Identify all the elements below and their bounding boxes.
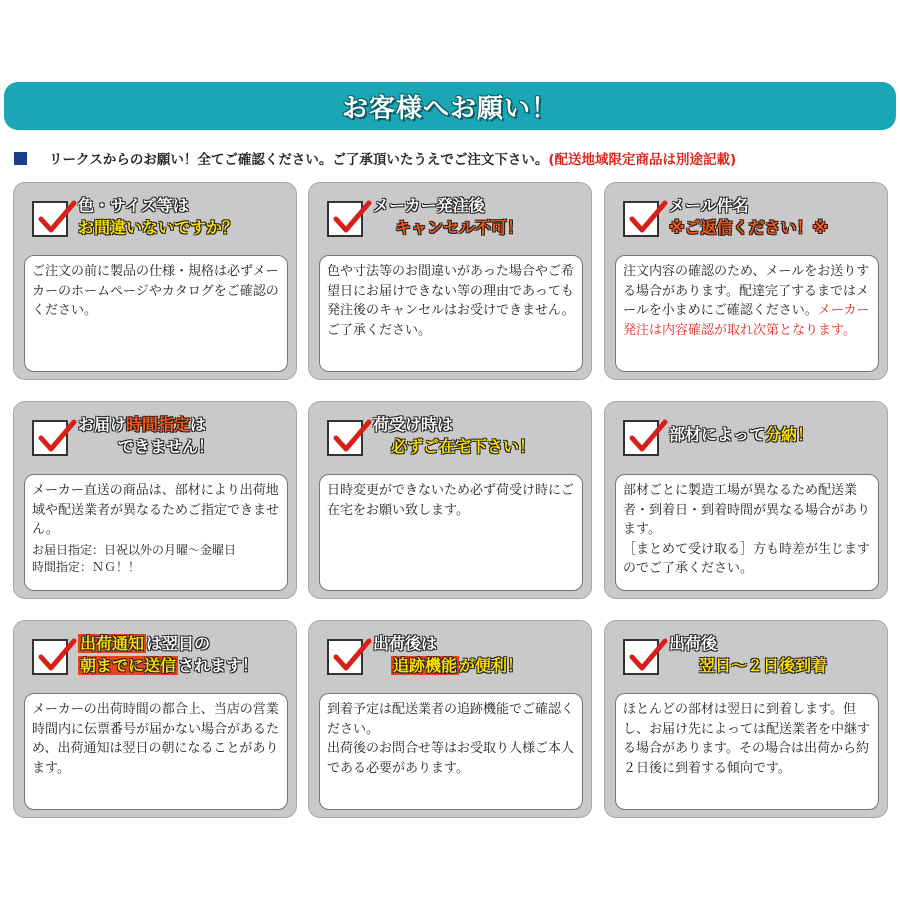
- notice-card-arrival: [604, 620, 888, 818]
- card-heading: [373, 414, 588, 458]
- card-body: [24, 474, 288, 591]
- card-body-text: ご注文の前に製品の仕様・規格は必ずメーカーのホームページやカタログをご確認のください。: [32, 264, 279, 318]
- header-banner: [4, 82, 896, 130]
- card-heading-part1: 部材によって: [669, 425, 766, 444]
- card-body: [615, 693, 879, 810]
- checkmark-icon: [32, 420, 68, 456]
- card-heading-part1: お届け: [78, 415, 127, 434]
- card-heading: [78, 195, 293, 239]
- card-body-text: [623, 262, 871, 340]
- card-body: [615, 255, 879, 372]
- card-heading-part1: 追跡機能: [393, 656, 458, 675]
- card-heading-part2: 時間指定: [126, 415, 191, 434]
- intro-highlight: (配送地域限定商品は別途記載): [548, 152, 737, 168]
- card-body: [319, 474, 583, 591]
- notice-card-shipping-notice: [13, 620, 297, 818]
- notice-card-be-home: [308, 401, 592, 599]
- card-note-time: 時間指定：ＮＧ！！: [32, 559, 141, 574]
- banner-title: お客様へお願い！: [341, 93, 558, 124]
- card-body-text: メーカー直送の商品は、部材により出荷地域や配送業者が異なるためご指定できません。: [32, 483, 280, 537]
- checkmark-icon: [32, 201, 68, 237]
- card-body: [615, 474, 879, 591]
- intro-line: [14, 147, 894, 169]
- card-heading-line1: 出荷後は: [373, 634, 438, 653]
- card-body-text: 到着予定は配送業者の追跡機能でご確認ください。 出荷後のお問合せ等はお受取り人様ご本人である必要があります。: [327, 702, 575, 776]
- card-heading-part4: されます！: [178, 656, 259, 675]
- card-heading: [78, 633, 293, 677]
- checkmark-icon: [32, 639, 68, 675]
- card-heading-part2: が便利！: [459, 656, 524, 675]
- checkmark-icon: [623, 420, 659, 456]
- card-heading-line1: メーカー発注後: [373, 196, 485, 215]
- bullet-square-icon: [14, 152, 27, 165]
- notice-card-split-delivery: [604, 401, 888, 599]
- notice-card-tracking: [308, 620, 592, 818]
- card-heading-line1: 荷受け時は: [373, 415, 454, 434]
- card-body: [319, 693, 583, 810]
- card-heading-part3: は: [190, 415, 207, 434]
- notice-card-no-cancel: [308, 182, 592, 380]
- card-body: [24, 693, 288, 810]
- card-heading-line2: キャンセル不可！: [395, 218, 524, 237]
- card-heading: [669, 633, 884, 677]
- card-heading-line2: できません！: [118, 437, 215, 456]
- card-heading: [373, 195, 588, 239]
- card-body-text: ほとんどの部材は翌日に到着します。但し、お届け先によっては配送業者を中継する場合があります。その場合は出荷から約２日後に到着する傾向です。: [623, 702, 871, 776]
- intro-text: リークスからのお願い！全てご確認ください。ご了承頂いたうえでご注文下さい。: [49, 152, 549, 168]
- card-body-text: 部材ごとに製造工場が異なるため配送業者・到着日・到着時間が異なる場合があります。 ［まとめて受け取る］方も時差が生じますのでご了承ください。: [623, 483, 871, 576]
- card-heading: [78, 414, 293, 458]
- card-body-text: メーカーの出荷時間の都合上、当店の営業時間内に伝票番号が届かない場合があるため、出荷通知は翌日の朝になることがあります。: [32, 702, 280, 776]
- card-body-warning: メーカー発注は内容確認が取れ次第となります。: [623, 303, 870, 338]
- card-heading: [669, 424, 884, 446]
- checkmark-icon: [327, 639, 363, 675]
- card-heading-part1: 出荷通知: [80, 634, 145, 653]
- checkmark-icon: [623, 201, 659, 237]
- card-heading-line1: メール件名: [669, 196, 749, 215]
- notice-card-email-reply: [604, 182, 888, 380]
- checkmark-icon: [327, 201, 363, 237]
- card-heading-line1: 色・サイズ等は: [78, 196, 189, 215]
- card-body-main: 注文内容の確認のため、メールをお送りする場合があります。配達完了するまではメールを小まめにご確認ください。: [623, 264, 870, 318]
- card-heading: [669, 195, 884, 239]
- card-heading-line2: 必ずご在宅下さい！: [391, 437, 536, 456]
- card-body: [24, 255, 288, 372]
- card-body-text: 色や寸法等のお間違いがあった場合やご希望日にお届けできない等の理由であっても発注後のキャンセルはお受けできません。ご了承ください。: [327, 264, 575, 338]
- checkmark-icon: [623, 639, 659, 675]
- card-heading-line2: 翌日～２日後到着: [699, 656, 828, 675]
- card-heading-line2: ※ご返信ください！※: [669, 218, 829, 237]
- card-heading: [373, 633, 588, 677]
- notice-card-size-check: [13, 182, 297, 380]
- checkmark-icon: [327, 420, 363, 456]
- card-heading-part2: 分納！: [765, 425, 814, 444]
- card-note-date: お届日指定：日祝以外の月曜～金曜日: [32, 542, 237, 557]
- card-heading-part3: 朝までに送信: [80, 656, 177, 675]
- card-body: [319, 255, 583, 372]
- notice-card-no-time-slot: [13, 401, 297, 599]
- card-heading-part2: は翌日の: [146, 634, 211, 653]
- card-heading-line2: お間違いないですか？: [78, 218, 239, 237]
- card-heading-line1: 出荷後: [669, 634, 718, 653]
- card-body-text: 日時変更ができないため必ず荷受け時にご在宅をお願い致します。: [327, 483, 575, 518]
